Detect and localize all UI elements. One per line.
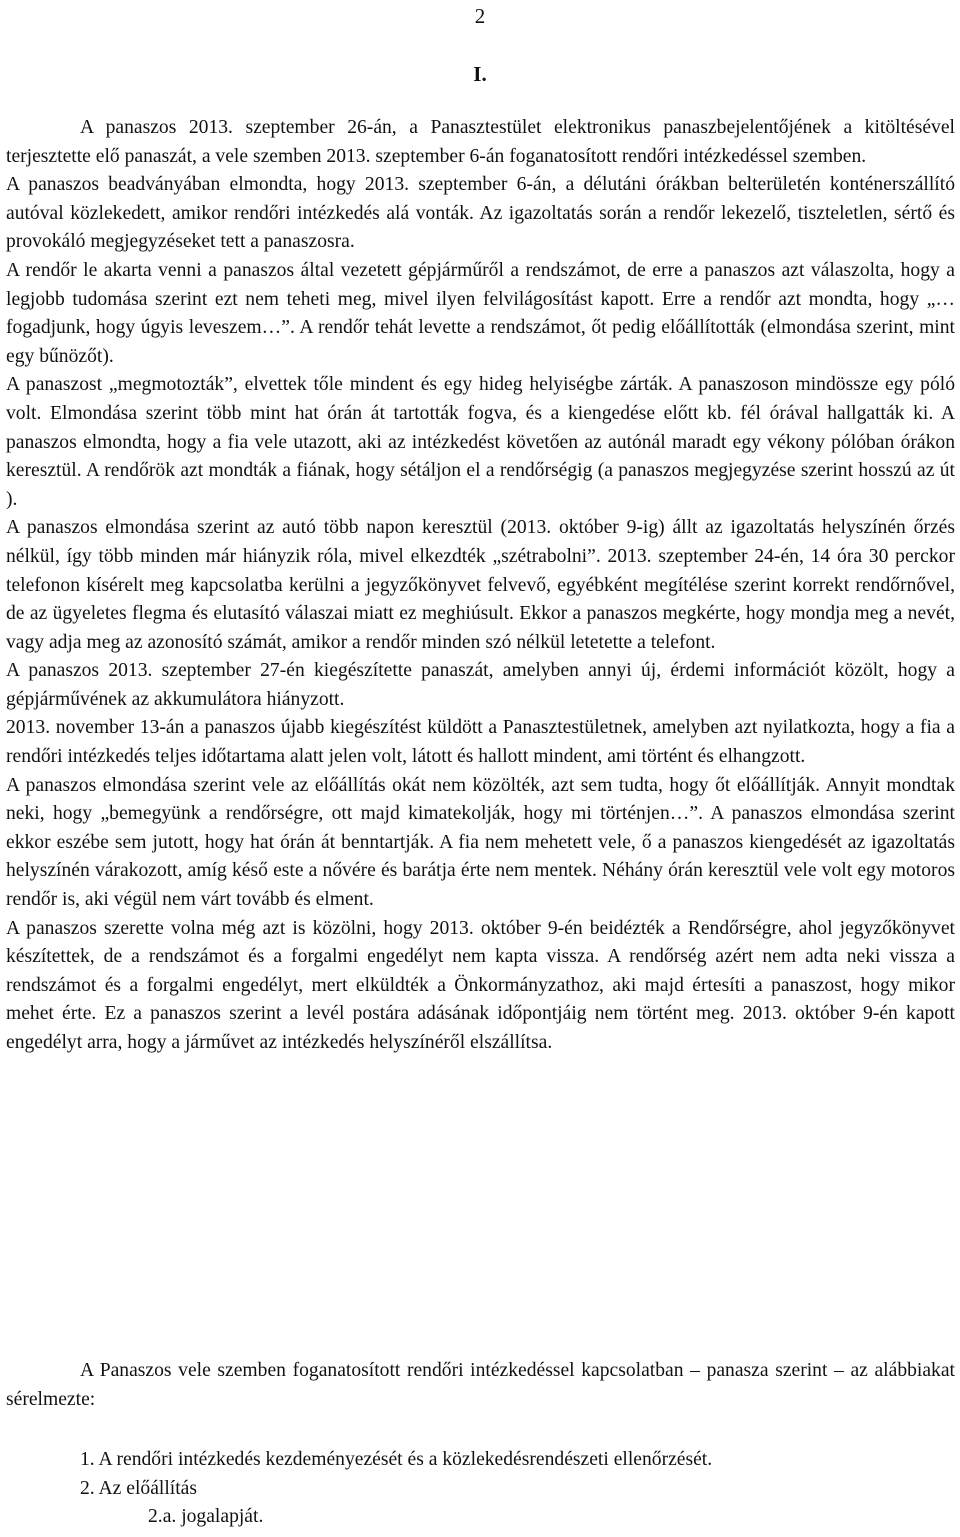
paragraph-4: A panaszost „megmotozták”, elvettek tőle mindent és egy hideg helyiségbe zárták. A panaszoson mindössze egy póló volt. Elmondása szerint több mint hat órán át tartották fogva, és a kiengedése előtt kb. fél órával hallgatták ki. A panaszos elmondta, hogy a fia vele utazott, aki az intézkedést követően az autónál maradt egy vékony pólóban órákon keresztül. A rendőrök azt mondták a fiának, hogy sétáljon el a rendőrségig (a panaszos megjegyzése szerint hosszú az út ).: [6, 374, 955, 510]
paragraph-1: A panaszos 2013. szeptember 26-án, a Panasztestület elektronikus panaszbejelentőjének a kitöltésével terjesztette elő panaszát, a vele szemben 2013. szeptember 6-án foganatosított rendőri intézkedéssel szemben.: [6, 117, 955, 167]
list-item: 1. A rendőri intézkedés kezdeményezését és a közlekedésrendészeti ellenőrzését.: [80, 1449, 713, 1470]
paragraph-5: A panaszos elmondása szerint az autó több napon keresztül (2013. október 9-ig) állt az igazoltatás helyszínén őrzés nélkül, így több minden már hiányzik róla, mivel elkezdték „szétrabolni”. 2013. szeptember 24-én, 14 óra 30 perckor telefonon kísérelt meg kapcsolatba kerülni a jegyzőkönyvet felvevő, egyébként megítélése szerint korrekt rendőrnővel, de az ügyeletes flegma és elutasító válaszai miatt ez meghiúsult. Ekkor a panaszos megkérte, hogy mondja meg a nevét, vagy adja meg az azonosító számát, amikor a rendőr minden szó nélkül letetette a telefont.: [6, 517, 955, 653]
paragraph-9: A panaszos szerette volna még azt is közölni, hogy 2013. október 9-én beidézték a Rendőrségre, ahol jegyzőkönyvet készítettek, de a rendszámot és a forgalmi engedélyt nem kapta vissza. A rendőrség azért nem adta neki vissza a rendszámot és a forgalmi engedélyt, mert elküldték a Önkormányzathoz, aki majd értesíti a panaszost, hogy mikor mehet érte. Ez a panaszos szerint a levél postára adásának időpontjáig nem történt meg. 2013. október 9-én kapott engedélyt arra, hogy a járművet az intézkedés helyszínéről elszállítsa.: [6, 917, 955, 1053]
paragraph-6: A panaszos 2013. szeptember 27-én kiegészítette panaszát, amelyben annyi új, érdemi információt közölt, hogy a gépjárművének az akkumulátora hiányzott.: [6, 660, 955, 710]
complaint-list: [80, 1446, 950, 1532]
section-title: I.: [473, 62, 487, 86]
list-item: 2. Az előállítás: [80, 1477, 197, 1499]
paragraph-8: A panaszos elmondása szerint vele az előállítás okát nem közölték, azt sem tudta, hogy őt előállítják. Annyit mondtak neki, hogy „bemegyünk a rendőrségre, ott majd kimatekolják, hogy mi történjen…”. A panaszos elmondása szerint ekkor eszébe sem jutott, hogy hat órán át benntartják. A fia nem mehetett vele, ő a panaszos kiengedését az igazoltatás helyszínén várakozott, amíg késő este a nővére és barátja érte nem mentek. Néhány órán keresztül vele volt egy motoros rendőr is, aki végül nem várt tovább és elment.: [6, 774, 955, 911]
sub-list-item: 2.a. jogalapját.: [148, 1506, 264, 1528]
paragraph-7: 2013. november 13-án a panaszos újabb kiegészítést küldött a Panasztestületnek, amelyben azt nyilatkozta, hogy a fia a rendőri intézkedés teljes időtartama alatt jelen volt, látott és hallott mindent, ami történt és elhangzott.: [6, 717, 955, 768]
closing-paragraph: A Panaszos vele szemben foganatosított rendőri intézkedéssel kapcsolatban – panasza szerint – az alábbiakat sérelmezte:: [6, 1360, 955, 1410]
page-number: 2: [474, 4, 486, 28]
paragraph-2: A panaszos beadványában elmondta, hogy 2013. szeptember 6-án, a délutáni órákban belterületén konténerszállító autóval közlekedett, amikor rendőri intézkedés alá vonták. Az igazoltatás során a rendőr lekezelő, tiszteletlen, sértő és provokáló megjegyzéseket tett a panaszosra.: [6, 174, 955, 253]
paragraph-3: A rendőr le akarta venni a panaszos által vezetett gépjárműről a rendszámot, de erre a panaszos azt válaszolta, hogy a legjobb tudomása szerint ezt nem teheti meg, mivel ilyen felvilágosítást kapott. Erre a rendőr azt mondta, hogy „…fogadjunk, hogy úgyis leveszem…”. A rendőr tehát levette a rendszámot, őt pedig előállították (elmondása szerint, mint egy bűnözőt).: [6, 259, 955, 367]
document-body: [6, 114, 955, 1058]
closing-section: [6, 1357, 955, 1414]
